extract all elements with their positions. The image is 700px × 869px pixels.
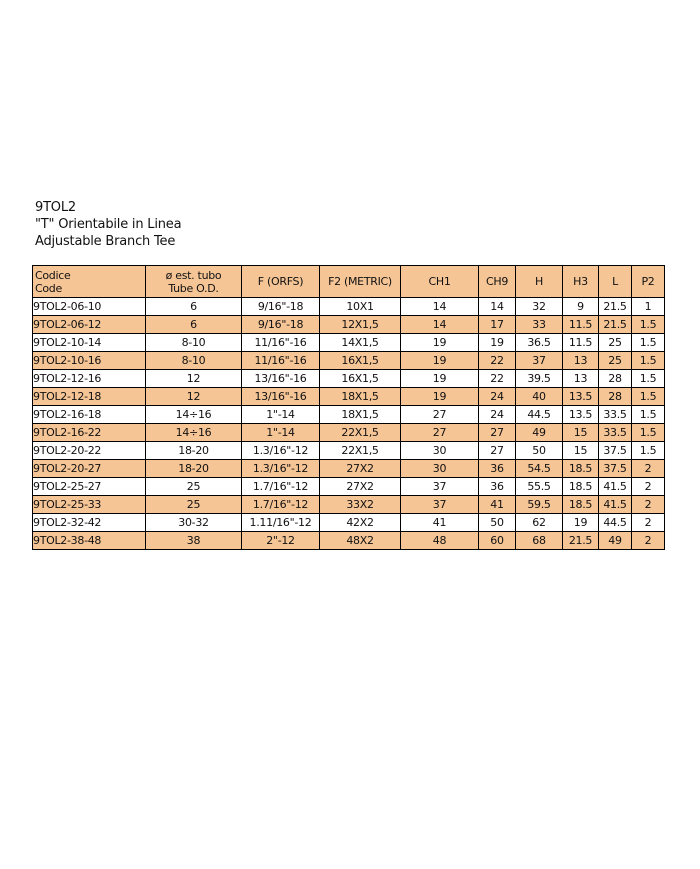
cell-ch9: 60 [479, 532, 516, 550]
cell-l: 28 [599, 388, 632, 406]
cell-ch1: 37 [401, 496, 479, 514]
cell-h3: 11.5 [563, 334, 599, 352]
cell-l: 33.5 [599, 424, 632, 442]
cell-ch1: 19 [401, 370, 479, 388]
cell-p2: 2 [632, 460, 665, 478]
cell-h3: 9 [563, 298, 599, 316]
cell-code: 9TOL2-10-14 [33, 334, 146, 352]
cell-tube-od: 6 [146, 316, 242, 334]
cell-ch1: 19 [401, 352, 479, 370]
cell-p2: 1.5 [632, 406, 665, 424]
cell-f-orfs: 13/16"-16 [242, 370, 320, 388]
dimensions-table [32, 265, 665, 550]
cell-h3: 11.5 [563, 316, 599, 334]
cell-tube-od: 6 [146, 298, 242, 316]
cell-ch9: 41 [479, 496, 516, 514]
table-row [33, 496, 665, 514]
cell-tube-od: 14÷16 [146, 406, 242, 424]
cell-h3: 18.5 [563, 478, 599, 496]
cell-l: 44.5 [599, 514, 632, 532]
header-f-orfs: F (ORFS) [242, 266, 320, 298]
cell-ch9: 14 [479, 298, 516, 316]
header-code: Codice Code [33, 266, 146, 298]
cell-f-orfs: 1.7/16"-12 [242, 496, 320, 514]
cell-h: 36.5 [516, 334, 563, 352]
cell-p2: 1.5 [632, 442, 665, 460]
table-row [33, 388, 665, 406]
table-row [33, 316, 665, 334]
cell-f-orfs: 9/16"-18 [242, 316, 320, 334]
cell-ch9: 36 [479, 478, 516, 496]
cell-tube-od: 18-20 [146, 460, 242, 478]
product-name-italian: "T" Orientabile in Linea [35, 217, 182, 232]
cell-tube-od: 14÷16 [146, 424, 242, 442]
cell-l: 33.5 [599, 406, 632, 424]
product-code-title: 9TOL2 [35, 200, 76, 215]
cell-f-orfs: 9/16"-18 [242, 298, 320, 316]
cell-f-orfs: 1.11/16"-12 [242, 514, 320, 532]
cell-f2-metric: 16X1,5 [320, 352, 401, 370]
cell-p2: 2 [632, 514, 665, 532]
cell-ch9: 24 [479, 406, 516, 424]
cell-ch9: 19 [479, 334, 516, 352]
cell-code: 9TOL2-38-48 [33, 532, 146, 550]
cell-f-orfs: 13/16"-16 [242, 388, 320, 406]
cell-h3: 18.5 [563, 496, 599, 514]
cell-code: 9TOL2-25-33 [33, 496, 146, 514]
cell-p2: 1.5 [632, 388, 665, 406]
cell-code: 9TOL2-12-18 [33, 388, 146, 406]
cell-ch1: 14 [401, 316, 479, 334]
cell-h: 37 [516, 352, 563, 370]
header-h: H [516, 266, 563, 298]
cell-code: 9TOL2-10-16 [33, 352, 146, 370]
cell-h: 32 [516, 298, 563, 316]
cell-l: 37.5 [599, 460, 632, 478]
cell-h: 54.5 [516, 460, 563, 478]
cell-tube-od: 18-20 [146, 442, 242, 460]
cell-l: 41.5 [599, 478, 632, 496]
table-row [33, 334, 665, 352]
cell-h: 59.5 [516, 496, 563, 514]
table-header [33, 266, 665, 298]
cell-f2-metric: 48X2 [320, 532, 401, 550]
cell-ch9: 17 [479, 316, 516, 334]
cell-h: 40 [516, 388, 563, 406]
cell-p2: 2 [632, 496, 665, 514]
cell-tube-od: 12 [146, 370, 242, 388]
cell-h3: 18.5 [563, 460, 599, 478]
cell-f2-metric: 14X1,5 [320, 334, 401, 352]
cell-h3: 13.5 [563, 388, 599, 406]
cell-f2-metric: 16X1,5 [320, 370, 401, 388]
cell-l: 25 [599, 334, 632, 352]
cell-ch9: 50 [479, 514, 516, 532]
header-l: L [599, 266, 632, 298]
cell-l: 49 [599, 532, 632, 550]
header-h3: H3 [563, 266, 599, 298]
cell-f2-metric: 18X1,5 [320, 406, 401, 424]
cell-l: 21.5 [599, 298, 632, 316]
cell-p2: 1.5 [632, 352, 665, 370]
cell-h: 39.5 [516, 370, 563, 388]
cell-f2-metric: 12X1,5 [320, 316, 401, 334]
table-body [33, 298, 665, 550]
cell-tube-od: 25 [146, 478, 242, 496]
cell-f-orfs: 2"-12 [242, 532, 320, 550]
cell-tube-od: 30-32 [146, 514, 242, 532]
cell-code: 9TOL2-12-16 [33, 370, 146, 388]
cell-f2-metric: 18X1,5 [320, 388, 401, 406]
cell-ch1: 30 [401, 460, 479, 478]
table-row [33, 298, 665, 316]
table-row [33, 352, 665, 370]
table-row [33, 478, 665, 496]
cell-h: 68 [516, 532, 563, 550]
cell-ch9: 22 [479, 370, 516, 388]
header-f2-metric: F2 (METRIC) [320, 266, 401, 298]
table-row [33, 514, 665, 532]
cell-f-orfs: 11/16"-16 [242, 352, 320, 370]
cell-f2-metric: 22X1,5 [320, 442, 401, 460]
cell-h: 33 [516, 316, 563, 334]
cell-tube-od: 25 [146, 496, 242, 514]
cell-ch1: 30 [401, 442, 479, 460]
header-p2: P2 [632, 266, 665, 298]
header-ch9: CH9 [479, 266, 516, 298]
cell-code: 9TOL2-20-27 [33, 460, 146, 478]
table-row [33, 406, 665, 424]
table-row [33, 460, 665, 478]
cell-tube-od: 38 [146, 532, 242, 550]
cell-h3: 19 [563, 514, 599, 532]
table-row [33, 370, 665, 388]
cell-l: 21.5 [599, 316, 632, 334]
cell-p2: 2 [632, 478, 665, 496]
cell-tube-od: 8-10 [146, 334, 242, 352]
cell-code: 9TOL2-32-42 [33, 514, 146, 532]
cell-ch9: 22 [479, 352, 516, 370]
cell-code: 9TOL2-16-22 [33, 424, 146, 442]
cell-l: 41.5 [599, 496, 632, 514]
cell-f2-metric: 22X1,5 [320, 424, 401, 442]
cell-p2: 1.5 [632, 424, 665, 442]
cell-p2: 1.5 [632, 316, 665, 334]
cell-f2-metric: 27X2 [320, 460, 401, 478]
cell-p2: 1.5 [632, 334, 665, 352]
cell-f2-metric: 10X1 [320, 298, 401, 316]
table-row [33, 424, 665, 442]
cell-f-orfs: 1.7/16"-12 [242, 478, 320, 496]
cell-ch1: 19 [401, 388, 479, 406]
cell-f-orfs: 1"-14 [242, 406, 320, 424]
cell-code: 9TOL2-25-27 [33, 478, 146, 496]
cell-ch1: 48 [401, 532, 479, 550]
cell-h: 55.5 [516, 478, 563, 496]
cell-ch1: 14 [401, 298, 479, 316]
header-ch1: CH1 [401, 266, 479, 298]
cell-ch1: 27 [401, 406, 479, 424]
header-tube-od: ø est. tubo Tube O.D. [146, 266, 242, 298]
cell-ch1: 37 [401, 478, 479, 496]
cell-f-orfs: 1"-14 [242, 424, 320, 442]
cell-l: 37.5 [599, 442, 632, 460]
cell-ch9: 27 [479, 424, 516, 442]
cell-h: 62 [516, 514, 563, 532]
cell-tube-od: 12 [146, 388, 242, 406]
cell-ch1: 41 [401, 514, 479, 532]
cell-code: 9TOL2-06-12 [33, 316, 146, 334]
cell-h: 49 [516, 424, 563, 442]
product-name-english: Adjustable Branch Tee [35, 234, 176, 249]
header-row [33, 266, 665, 298]
product-heading [35, 199, 181, 250]
cell-p2: 1 [632, 298, 665, 316]
table-row [33, 532, 665, 550]
cell-h3: 13 [563, 352, 599, 370]
cell-ch9: 36 [479, 460, 516, 478]
cell-ch1: 27 [401, 424, 479, 442]
cell-l: 25 [599, 352, 632, 370]
cell-p2: 2 [632, 532, 665, 550]
cell-l: 28 [599, 370, 632, 388]
cell-code: 9TOL2-06-10 [33, 298, 146, 316]
cell-f-orfs: 1.3/16"-12 [242, 442, 320, 460]
cell-f2-metric: 33X2 [320, 496, 401, 514]
cell-ch9: 27 [479, 442, 516, 460]
cell-h: 50 [516, 442, 563, 460]
cell-p2: 1.5 [632, 370, 665, 388]
cell-h: 44.5 [516, 406, 563, 424]
cell-f2-metric: 42X2 [320, 514, 401, 532]
cell-h3: 15 [563, 424, 599, 442]
cell-f-orfs: 1.3/16"-12 [242, 460, 320, 478]
cell-tube-od: 8-10 [146, 352, 242, 370]
cell-h3: 21.5 [563, 532, 599, 550]
cell-code: 9TOL2-16-18 [33, 406, 146, 424]
cell-h3: 13.5 [563, 406, 599, 424]
cell-ch9: 24 [479, 388, 516, 406]
table-row [33, 442, 665, 460]
cell-code: 9TOL2-20-22 [33, 442, 146, 460]
cell-f2-metric: 27X2 [320, 478, 401, 496]
cell-f-orfs: 11/16"-16 [242, 334, 320, 352]
cell-h3: 13 [563, 370, 599, 388]
cell-h3: 15 [563, 442, 599, 460]
cell-ch1: 19 [401, 334, 479, 352]
